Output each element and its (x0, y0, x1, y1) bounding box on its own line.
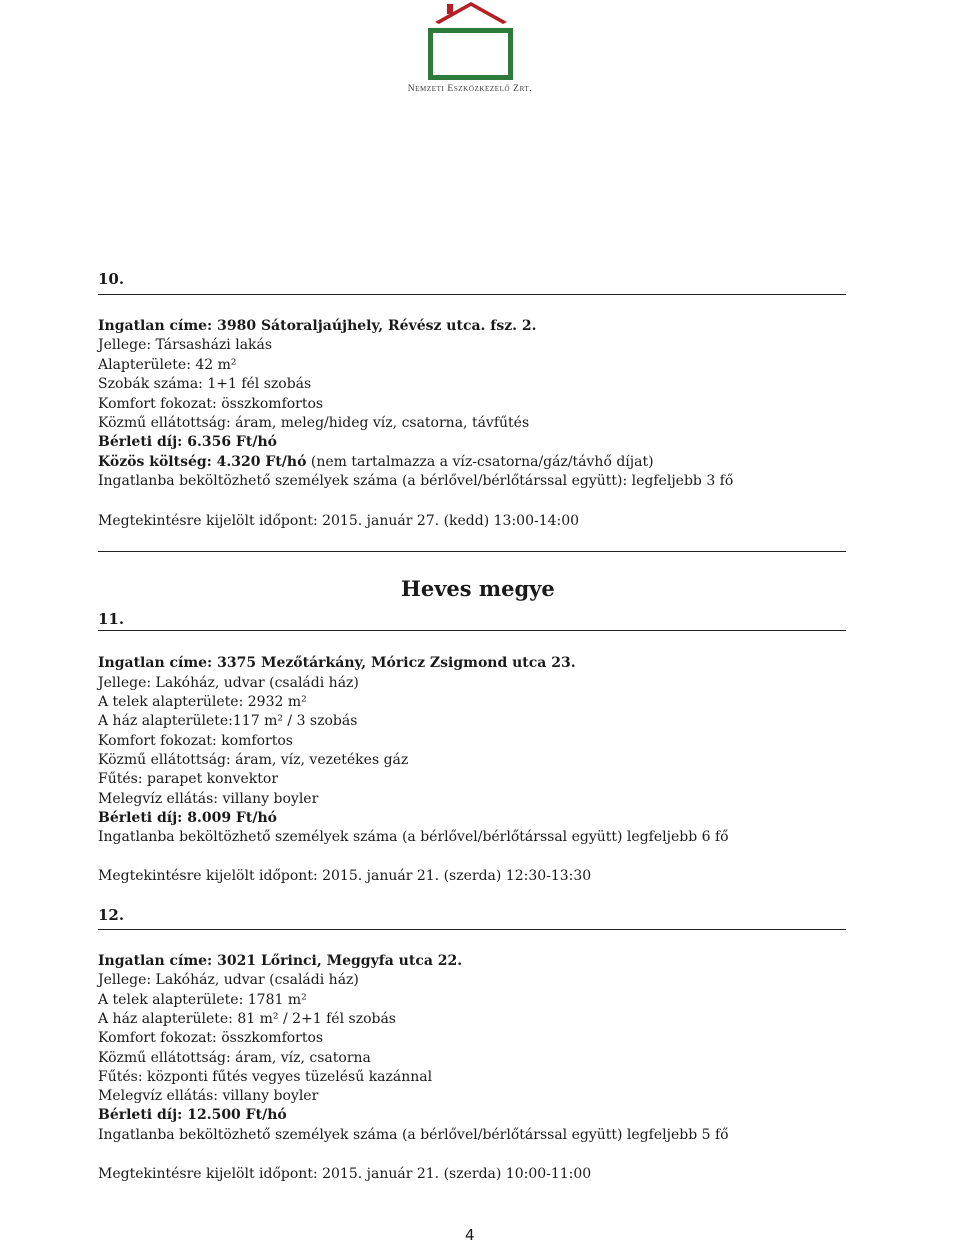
listing-line: Komfort fokozat: összkomfortos (98, 396, 324, 412)
listing-line: Komfort fokozat: komfortos (98, 733, 293, 749)
divider (98, 551, 846, 552)
divider (98, 630, 846, 631)
divider (98, 294, 846, 295)
listing-line: Alapterülete: 42 m² (98, 357, 237, 373)
listing-line: A ház alapterülete: 81 m² / 2+1 fél szobás (98, 1011, 396, 1027)
listing-line: Melegvíz ellátás: villany boyler (98, 791, 319, 807)
listing-line: Közmű ellátottság: áram, meleg/hideg víz, csatorna, távfűtés (98, 415, 530, 431)
listing-line: Jellege: Társasházi lakás (98, 337, 273, 353)
listing-occupants: Ingatlanba beköltözhető személyek száma (a bérlővel/bérlőtárssal együtt): legfeljebb 3 fő (98, 473, 734, 489)
listing-line: A telek alapterülete: 1781 m² (98, 992, 307, 1008)
listing-line: Komfort fokozat: összkomfortos (98, 1030, 324, 1046)
listing-address: Ingatlan címe: 3375 Mezőtárkány, Móricz Zsigmond utca 23. (98, 655, 576, 671)
listing-line: Közmű ellátottság: áram, víz, vezetékes gáz (98, 752, 409, 768)
logo-text: Nemzeti Eszközkezelő Zrt. (407, 84, 533, 94)
listing-occupants: Ingatlanba beköltözhető személyek száma (a bérlővel/bérlőtárssal együtt) legfeljebb 5 fő (98, 1127, 729, 1143)
listing-line: Fűtés: központi fűtés vegyes tüzelésű kazánnal (98, 1069, 433, 1085)
common-cost-label: Közös költség: 4.320 Ft/hó (98, 454, 307, 470)
listing-viewing-time: Megtekintésre kijelölt időpont: 2015. január 21. (szerda) 12:30-13:30 (98, 868, 592, 884)
listing-number: 12. (98, 906, 125, 924)
listing-occupants: Ingatlanba beköltözhető személyek száma (a bérlővel/bérlőtárssal együtt) legfeljebb 6 fő (98, 829, 729, 845)
listing-common-cost (98, 453, 654, 472)
listing-line: A telek alapterülete: 2932 m² (98, 694, 307, 710)
listing-line: Jellege: Lakóház, udvar (családi ház) (98, 675, 359, 691)
listing-address: Ingatlan címe: 3980 Sátoraljaújhely, Révész utca. fsz. 2. (98, 318, 537, 334)
listing-rent: Bérleti díj: 6.356 Ft/hó (98, 434, 277, 450)
listing-line: Szobák száma: 1+1 fél szobás (98, 376, 312, 392)
county-heading: Heves megye (401, 576, 555, 601)
listing-line: A ház alapterülete:117 m² / 3 szobás (98, 713, 358, 729)
common-cost-note: (nem tartalmazza a víz-csatorna/gáz/távhő díjat) (306, 454, 654, 470)
listing-rent: Bérleti díj: 12.500 Ft/hó (98, 1107, 287, 1123)
listing-viewing-time: Megtekintésre kijelölt időpont: 2015. január 27. (kedd) 13:00-14:00 (98, 513, 580, 529)
listing-line: Melegvíz ellátás: villany boyler (98, 1088, 319, 1104)
listing-address: Ingatlan címe: 3021 Lőrinci, Meggyfa utca 22. (98, 953, 463, 969)
listing-number: 11. (98, 610, 125, 628)
page-number: 4 (465, 1226, 475, 1244)
divider (98, 929, 846, 930)
listing-viewing-time: Megtekintésre kijelölt időpont: 2015. január 21. (szerda) 10:00-11:00 (98, 1166, 592, 1182)
listing-line: Közmű ellátottság: áram, víz, csatorna (98, 1050, 371, 1066)
listing-rent: Bérleti díj: 8.009 Ft/hó (98, 810, 277, 826)
listing-line: Jellege: Lakóház, udvar (családi ház) (98, 972, 359, 988)
listing-number: 10. (98, 270, 125, 288)
listing-line: Fűtés: parapet konvektor (98, 771, 279, 787)
